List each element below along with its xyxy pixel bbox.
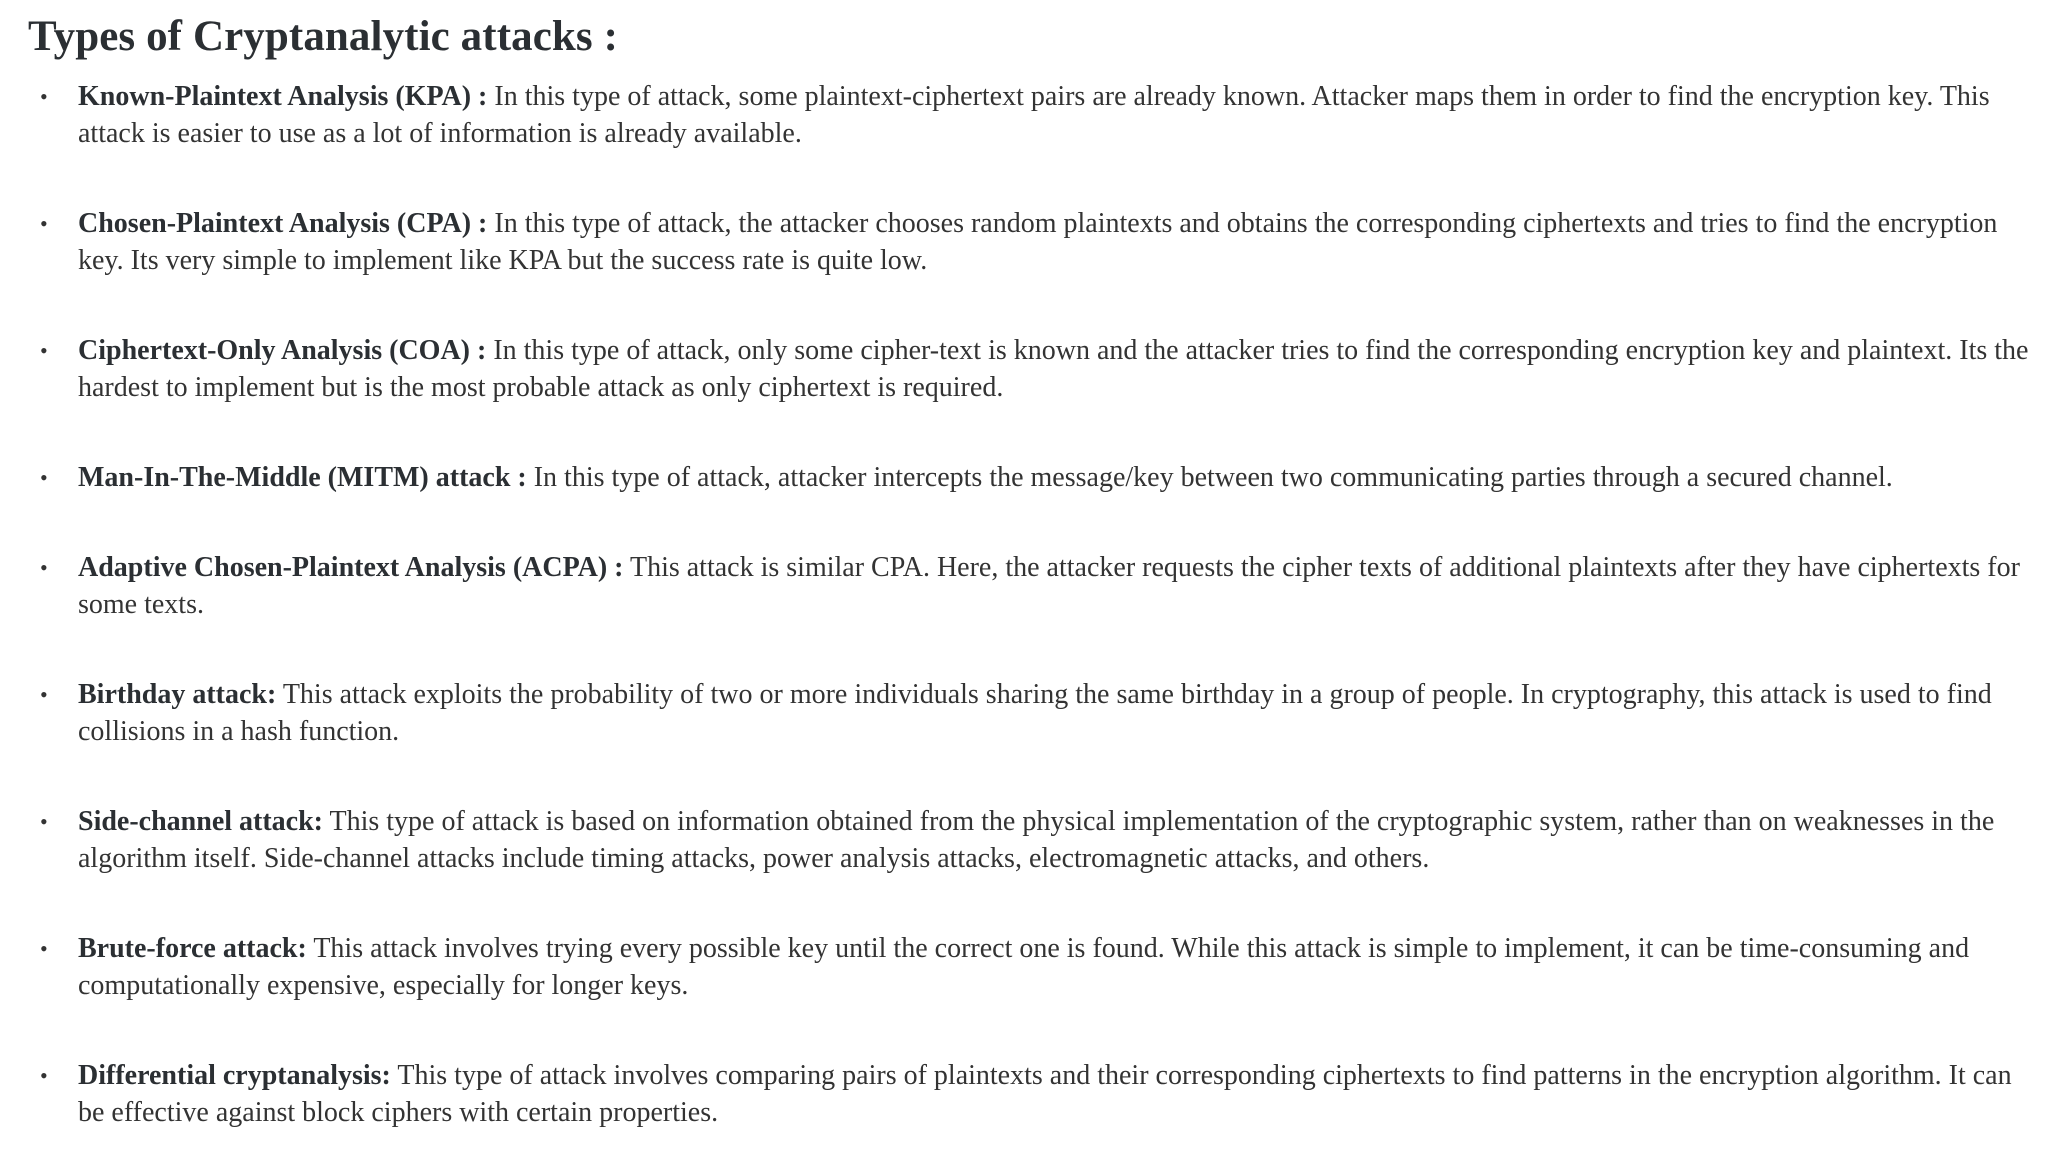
attack-term: Birthday attack:	[78, 679, 277, 710]
attack-description: In this type of attack, only some cipher-text is known and the attacker tries to find the corresponding encryption key and plaintext. Its the hardest to implement but is the most probable attack as only ciphertext is required.	[78, 335, 2029, 403]
attack-description: This type of attack involves comparing pairs of plaintexts and their corresponding ciphertexts to find patterns in the encryption algorithm. It can be effective against block ciphers with certain properties.	[78, 1060, 2012, 1128]
attack-description: This type of attack is based on information obtained from the physical implementation of the cryptographic system, rather than on weaknesses in the algorithm itself. Side-channel attacks include timing attacks, power analysis attacks, electromagnetic attacks, and others.	[78, 806, 1995, 874]
attack-item-birthday	[0, 676, 2048, 750]
bullet-icon: •	[40, 555, 48, 580]
bullet-icon: •	[40, 682, 48, 707]
attack-description: This attack exploits the probability of two or more individuals sharing the same birthday in a group of people. In cryptography, this attack is used to find collisions in a hash function.	[78, 679, 1992, 747]
bullet-icon: •	[40, 465, 48, 490]
bullet-icon: •	[40, 211, 48, 236]
attack-description: In this type of attack, the attacker chooses random plaintexts and obtains the corresponding ciphertexts and tries to find the encryption key. Its very simple to implement like KPA but the success rate is quite low.	[78, 208, 1998, 276]
attack-term: Known-Plaintext Analysis (KPA) :	[78, 81, 488, 112]
bullet-icon: •	[40, 809, 48, 834]
attack-term: Chosen-Plaintext Analysis (CPA) :	[78, 208, 488, 239]
attack-description: In this type of attack, attacker intercepts the message/key between two communicating parties through a secured channel.	[526, 462, 1893, 493]
attack-term: Adaptive Chosen-Plaintext Analysis (ACPA) :	[78, 552, 624, 583]
attack-term: Differential cryptanalysis:	[78, 1060, 391, 1091]
attack-item-side-channel	[0, 803, 2048, 877]
attack-list	[0, 78, 2048, 1152]
attack-description: This attack involves trying every possible key until the correct one is found. While this attack is simple to implement, it can be time-consuming and computationally expensive, especially for longer keys.	[78, 933, 1970, 1001]
attack-term: Man-In-The-Middle (MITM) attack :	[78, 462, 527, 493]
bullet-icon: •	[40, 936, 48, 961]
attack-item-cpa	[0, 205, 2048, 279]
attack-item-coa	[0, 332, 2048, 406]
attack-description: In this type of attack, some plaintext-ciphertext pairs are already known. Attacker maps them in order to find the encryption key. This attack is easier to use as a lot of information is already available.	[78, 81, 1990, 149]
attack-item-kpa	[0, 78, 2048, 152]
attack-term: Brute-force attack:	[78, 933, 307, 964]
bullet-icon: •	[40, 1063, 48, 1088]
attack-description: This attack is similar CPA. Here, the attacker requests the cipher texts of additional plaintexts after they have ciphertexts for some texts.	[78, 552, 2020, 620]
page-title: Types of Cryptanalytic attacks :	[28, 13, 619, 60]
attack-term: Side-channel attack:	[78, 806, 323, 837]
bullet-icon: •	[40, 84, 48, 109]
bullet-icon: •	[40, 338, 48, 363]
attack-item-acpa	[0, 549, 2048, 623]
attack-item-differential	[0, 1057, 2048, 1131]
attack-term: Ciphertext-Only Analysis (COA) :	[78, 335, 487, 366]
attack-item-brute-force	[0, 930, 2048, 1004]
attack-item-mitm	[0, 459, 2048, 496]
